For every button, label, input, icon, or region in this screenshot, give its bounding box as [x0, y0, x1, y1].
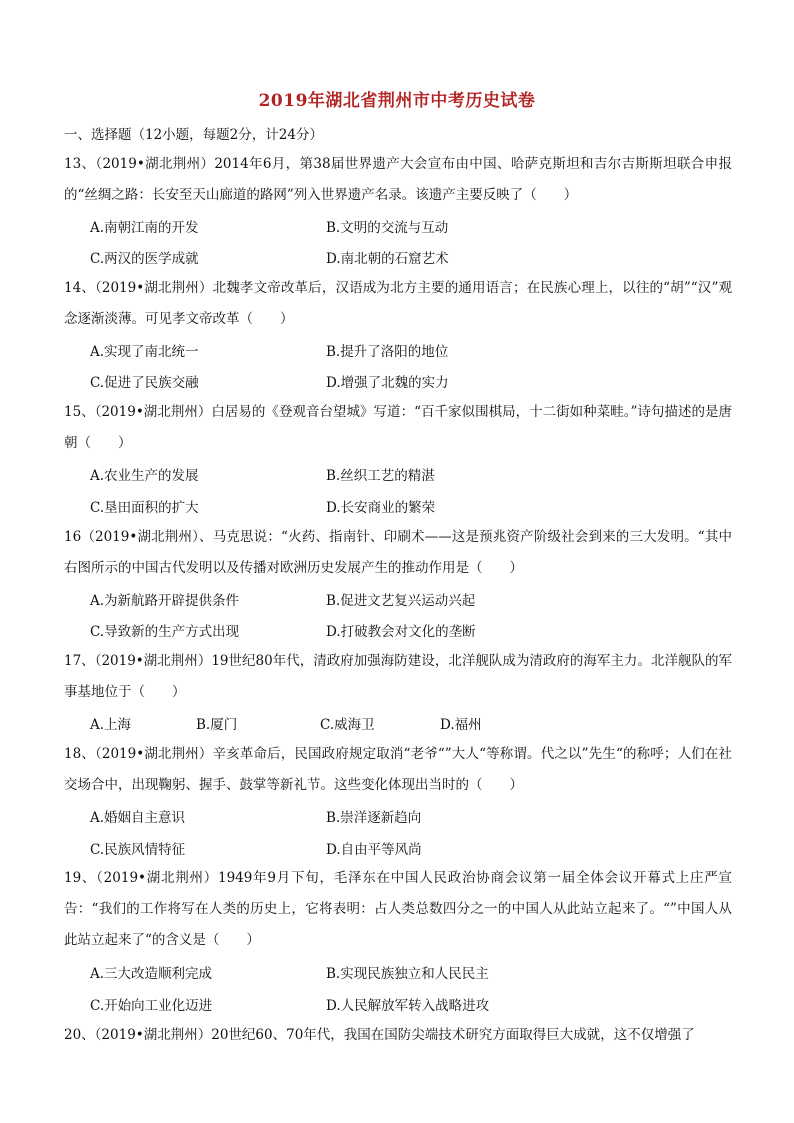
question-17-option-a: A.上海	[90, 717, 132, 733]
question-18-option-b: B.崇洋逐新趋向	[326, 810, 422, 826]
question-17-stem: 17、（2019•湖北荆州）19世纪80年代，清政府加强海防建设，北洋舰队成为清政府的海军主力。北洋舰队的军事基地位于（ ）	[64, 653, 732, 700]
question-14-option-b: B.提升了洛阳的地位	[326, 344, 449, 360]
question-16-option-b: B.促进文艺复兴运动兴起	[326, 593, 476, 609]
question-19-option-d: D.人民解放军转入战略进攻	[326, 998, 490, 1014]
question-16-option-a: A.为新航路开辟提供条件	[90, 593, 240, 609]
question-13-option-c: C.两汉的医学成就	[90, 251, 199, 267]
question-15-option-c: C.垦田面积的扩大	[90, 500, 199, 516]
question-14-option-c: C.促进了民族交融	[90, 375, 199, 391]
question-19-stem: 19、（2019•湖北荆州）1949年9月下旬，毛泽东在中国人民政治协商会议第一届全体会议开幕式上庄严宣告：“我们的工作将写在人类的历史上，它将表明：占人类总数四分之一的中国人从此站立起来了。“”中国人从此站立起来了“的含义是（ ）	[64, 870, 732, 948]
question-18-option-a: A.婚姻自主意识	[90, 810, 186, 826]
question-18-stem: 18、（2019•湖北荆州）辛亥革命后，民国政府规定取消“老爷“”大人“等称谓。代之以”先生“的称呼；人们在社交场合中，出现鞠躬、握手、鼓掌等新礼节。这些变化体现出当时的（ ）	[64, 746, 732, 793]
exam-title: 2019年湖北省荆州市中考历史试卷	[258, 91, 536, 111]
question-17-option-b: B.厦门	[196, 717, 238, 733]
question-15-option-a: A.农业生产的发展	[90, 468, 199, 484]
question-19-option-b: B.实现民族独立和人民民主	[326, 966, 489, 982]
question-17-option-c: C.威海卫	[320, 717, 375, 733]
question-18-option-d: D.自由平等风尚	[326, 842, 422, 858]
question-14-stem: 14、（2019•湖北荆州）北魏孝文帝改革后，汉语成为北方主要的通用语言；在民族心理上，以往的“胡”“汉”观念逐渐淡薄。可见孝文帝改革（ ）	[64, 280, 732, 327]
question-15-option-b: B.丝织工艺的精湛	[326, 468, 435, 484]
question-13-option-a: A.南朝江南的开发	[90, 220, 199, 236]
question-14-option-a: A.实现了南北统一	[90, 344, 199, 360]
question-13-option-d: D.南北朝的石窟艺术	[326, 251, 449, 267]
question-19-option-c: C.开始向工业化迈进	[90, 998, 213, 1014]
question-16-stem: 16（2019•湖北荆州）、马克思说：“火药、指南针、印刷术——这是预兆资产阶级社会到来的三大发明。“其中右图所示的中国古代发明以及传播对欧洲历史发展产生的推动作用是（ ）	[64, 529, 732, 576]
question-18-option-c: C.民族风情特征	[90, 842, 186, 858]
question-15-option-d: D.长安商业的繁荣	[326, 500, 436, 516]
question-17-option-d: D.福州	[440, 717, 482, 733]
question-15-stem: 15、（2019•湖北荆州）白居易的《登观音台望城》写道：“百千家似围棋局，十二街如种菜畦。”诗句描述的是唐朝（ ）	[64, 404, 732, 451]
question-16-option-d: D.打破教会对文化的垄断	[326, 624, 476, 640]
question-19-option-a: A.三大改造顺利完成	[90, 966, 213, 982]
section-heading: 一、选择题（12小题，每题2分，计24分）	[64, 127, 323, 143]
question-14-option-d: D.增强了北魏的实力	[326, 375, 449, 391]
question-16-option-c: C.导致新的生产方式出现	[90, 624, 240, 640]
question-13-stem: 13、（2019•湖北荆州）2014年6月，第38届世界遗产大会宣布由中国、哈萨克斯坦和吉尔吉斯斯坦联合申报的“丝绸之路：长安至天山廊道的路网”列入世界遗产名录。该遗产主要反映了（ ）	[64, 156, 732, 203]
question-20-stem: 20、（2019•湖北荆州）20世纪60、70年代，我国在国防尖端技术研究方面取得巨大成就，这不仅增强了	[64, 1027, 695, 1043]
question-13-option-b: B.文明的交流与互动	[326, 220, 449, 236]
